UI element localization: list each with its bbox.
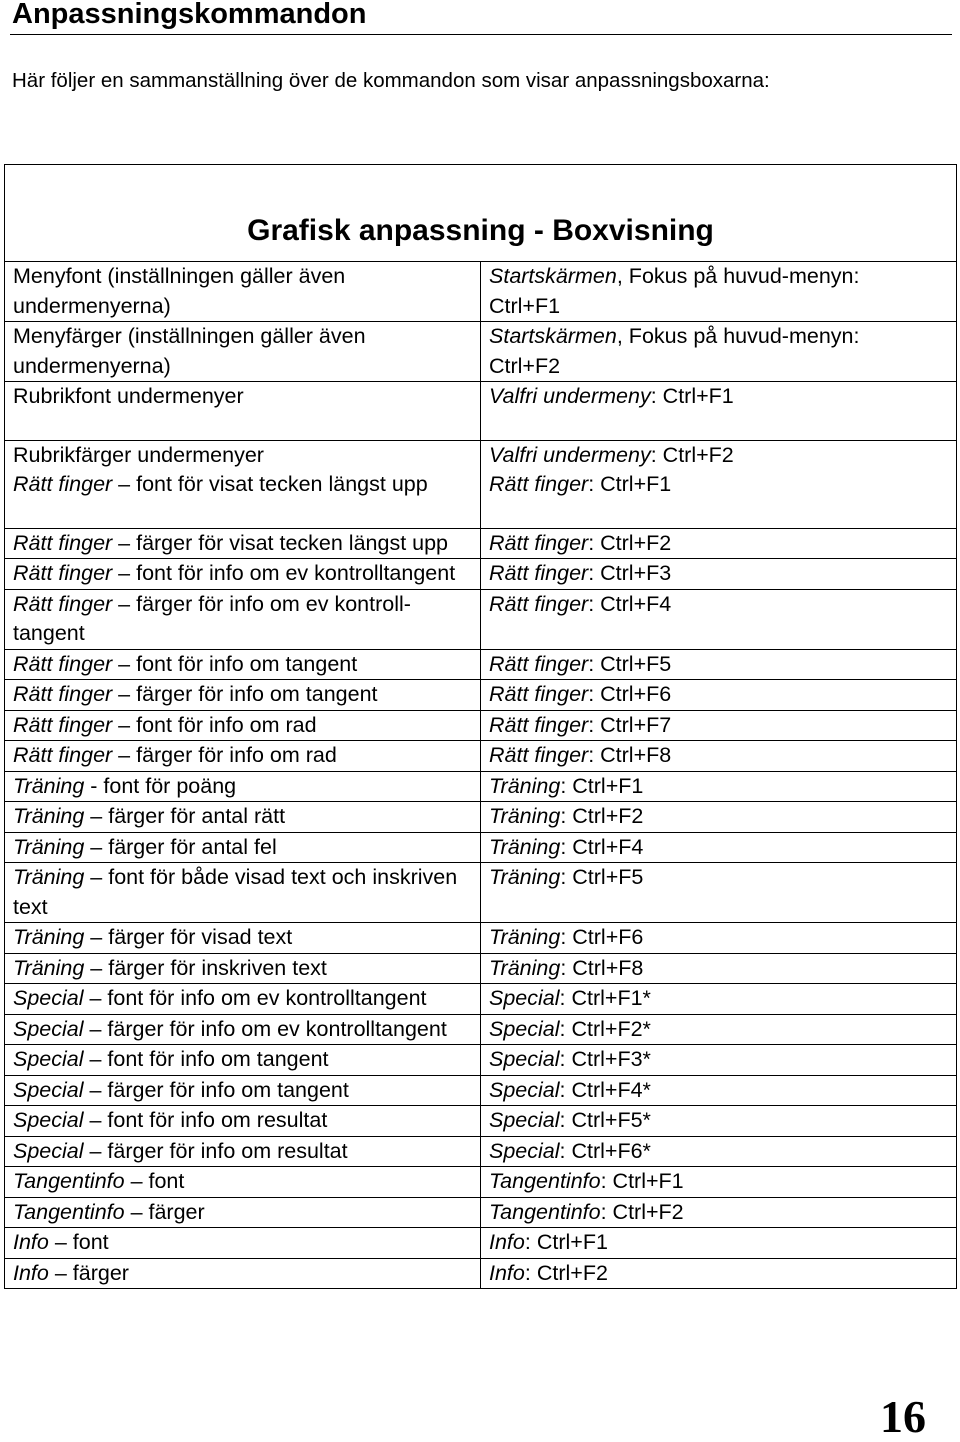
setting-cell	[5, 649, 481, 680]
context-label: Startskärmen	[489, 324, 617, 348]
shortcut-cell	[481, 863, 957, 923]
cell-text: : Ctrl+F5	[588, 651, 672, 676]
cell-text: text	[13, 894, 48, 919]
setting-cell	[5, 1014, 481, 1045]
context-label: Träning	[489, 925, 561, 949]
setting-cell	[5, 1136, 481, 1167]
context-label: Rätt finger	[489, 682, 589, 706]
table-row	[5, 559, 957, 590]
cell-text: – font	[124, 1169, 185, 1193]
cell-text: Menyfont (inställningen gäller även undermenyerna)	[13, 264, 346, 318]
context-label: Special	[489, 1138, 560, 1163]
context-label: Rätt finger	[13, 712, 113, 737]
cell-text: : Ctrl+F3	[588, 561, 672, 585]
shortcut-cell	[481, 832, 957, 863]
shortcut-cell	[481, 953, 957, 984]
command-table	[4, 164, 957, 1289]
cell-text: : Ctrl+F2	[560, 804, 644, 828]
context-label: Rätt finger	[13, 743, 113, 767]
setting-cell	[5, 262, 481, 322]
context-label: Special	[489, 986, 560, 1010]
table-row	[5, 741, 957, 772]
table-row	[5, 1136, 957, 1167]
table-row	[5, 1075, 957, 1106]
shortcut-cell	[481, 984, 957, 1015]
context-label: Träning	[13, 865, 85, 889]
shortcut-cell	[481, 322, 957, 382]
cell-text: : Ctrl+F3*	[559, 1047, 651, 1071]
cell-text: – färger för info om resultat	[83, 1138, 348, 1163]
cell-spacer	[489, 412, 956, 440]
context-label: Special	[13, 986, 84, 1010]
context-label: Valfri undermeny	[489, 442, 651, 467]
cell-text: : Ctrl+F6*	[559, 1138, 651, 1163]
context-label: Info	[13, 1230, 49, 1254]
context-label: Info	[13, 1260, 49, 1285]
context-label: Tangentinfo	[13, 1199, 125, 1224]
shortcut-cell	[481, 1258, 957, 1289]
cell-text: – font för både visad text och inskriven	[84, 865, 458, 889]
cell-text: , Fokus på huvud-menyn:	[616, 264, 860, 288]
shortcut-cell	[481, 1167, 957, 1198]
setting-cell	[5, 1045, 481, 1076]
context-label: Träning	[13, 925, 85, 949]
cell-text: - font för poäng	[84, 773, 237, 798]
setting-cell	[5, 559, 481, 590]
context-label: Rätt finger	[489, 743, 589, 767]
cell-text: – font för info om tangent	[112, 651, 358, 676]
context-label: Träning	[13, 804, 85, 828]
cell-text: – font för info om tangent	[83, 1047, 329, 1071]
setting-cell	[5, 1106, 481, 1137]
context-label: Rätt finger	[489, 530, 589, 555]
cell-text: – font för info om ev kontrolltangent	[83, 986, 427, 1010]
shortcut-cell	[481, 649, 957, 680]
cell-text: – färger	[124, 1199, 205, 1224]
cell-text: – färger för inskriven text	[84, 955, 327, 980]
table-row	[5, 1014, 957, 1045]
cell-text: – font för visat tecken längst upp	[112, 472, 428, 496]
cell-text: – font för info om ev kontrolltangent	[112, 561, 456, 585]
context-label: Special	[489, 1077, 560, 1102]
cell-text: – färger för info om tangent	[112, 682, 378, 706]
table-row	[5, 953, 957, 984]
context-label: Rätt finger	[13, 682, 113, 706]
context-label: Rätt finger	[489, 651, 589, 676]
setting-cell	[5, 802, 481, 833]
context-label: Träning	[13, 834, 85, 859]
context-label: Träning	[489, 804, 561, 828]
cell-text: Ctrl+F2	[489, 353, 561, 378]
context-label: Special	[489, 1016, 560, 1041]
table-row	[5, 680, 957, 711]
cell-text: : Ctrl+F6	[560, 925, 644, 949]
table-row	[5, 832, 957, 863]
context-label: Rätt finger	[13, 561, 113, 585]
table-row	[5, 1045, 957, 1076]
shortcut-cell	[481, 440, 957, 528]
shortcut-cell	[481, 1014, 957, 1045]
cell-text: – font för info om resultat	[83, 1108, 328, 1132]
setting-cell	[5, 741, 481, 772]
shortcut-cell	[481, 680, 957, 711]
cell-text: – färger för info om tangent	[83, 1077, 349, 1102]
cell-text: : Ctrl+F4	[588, 591, 672, 616]
cell-text: , Fokus på huvud-menyn:	[616, 324, 860, 348]
cell-text: : Ctrl+F8	[560, 955, 644, 980]
context-label: Special	[489, 1108, 560, 1132]
shortcut-cell	[481, 802, 957, 833]
setting-cell	[5, 589, 481, 649]
context-label: Träning	[13, 773, 85, 798]
cell-text: – färger för info om ev kontroll-	[112, 591, 411, 616]
setting-cell	[5, 322, 481, 382]
setting-cell	[5, 1258, 481, 1289]
setting-cell	[5, 923, 481, 954]
setting-cell	[5, 953, 481, 984]
table-row	[5, 863, 957, 923]
setting-cell	[5, 984, 481, 1015]
shortcut-cell	[481, 528, 957, 559]
cell-text: : Ctrl+F1	[588, 472, 672, 496]
context-label: Tangentinfo	[489, 1199, 601, 1224]
table-row	[5, 1106, 957, 1137]
context-label: Special	[13, 1077, 84, 1102]
setting-cell	[5, 1228, 481, 1259]
cell-text: – färger	[48, 1260, 129, 1285]
table-row	[5, 649, 957, 680]
shortcut-cell	[481, 559, 957, 590]
setting-cell	[5, 440, 481, 528]
setting-cell	[5, 832, 481, 863]
cell-text: : Ctrl+F1	[600, 1169, 684, 1193]
setting-cell	[5, 771, 481, 802]
cell-text: : Ctrl+F1	[560, 773, 644, 798]
cell-text: : Ctrl+F2*	[559, 1016, 651, 1041]
cell-text: : Ctrl+F2	[588, 530, 672, 555]
intro-text: Här följer en sammanställning över de kommandon som visar anpassningsboxarna:	[12, 69, 770, 92]
cell-text: : Ctrl+F7	[588, 712, 672, 737]
context-label: Startskärmen	[489, 264, 617, 288]
context-label: Valfri undermeny	[489, 384, 651, 408]
cell-spacer	[489, 500, 956, 528]
setting-cell	[5, 1197, 481, 1228]
shortcut-cell	[481, 1197, 957, 1228]
shortcut-cell	[481, 1136, 957, 1167]
shortcut-cell	[481, 1075, 957, 1106]
cell-text: : Ctrl+F8	[588, 743, 672, 767]
context-label: Tangentinfo	[13, 1169, 125, 1193]
shortcut-cell	[481, 382, 957, 441]
cell-text: : Ctrl+F2	[650, 442, 734, 467]
cell-text: : Ctrl+F5*	[559, 1108, 651, 1132]
cell-spacer	[13, 500, 480, 528]
table-row	[5, 440, 957, 528]
setting-cell	[5, 528, 481, 559]
cell-text: – färger för visad text	[84, 925, 293, 949]
table-row	[5, 382, 957, 441]
table-row	[5, 1228, 957, 1259]
context-label: Träning	[489, 865, 561, 889]
cell-text: – font	[48, 1230, 109, 1254]
cell-text: : Ctrl+F5	[560, 865, 644, 889]
context-label: Träning	[489, 773, 561, 798]
shortcut-cell	[481, 923, 957, 954]
table-row	[5, 802, 957, 833]
cell-text: : Ctrl+F4*	[559, 1077, 651, 1102]
setting-cell	[5, 1167, 481, 1198]
shortcut-cell	[481, 741, 957, 772]
shortcut-cell	[481, 1106, 957, 1137]
cell-text: – font för info om rad	[112, 712, 317, 737]
table-row	[5, 710, 957, 741]
context-label: Special	[13, 1108, 84, 1132]
table-row	[5, 771, 957, 802]
cell-spacer	[13, 412, 480, 440]
cell-text: Menyfärger (inställningen gäller även undermenyerna)	[13, 324, 366, 378]
cell-text: : Ctrl+F1	[650, 384, 734, 408]
heading-rule	[10, 34, 952, 35]
shortcut-cell	[481, 1045, 957, 1076]
context-label: Träning	[489, 955, 561, 980]
cell-text: : Ctrl+F2	[524, 1260, 608, 1285]
cell-text: Ctrl+F1	[489, 293, 561, 318]
table-row	[5, 984, 957, 1015]
context-label: Rätt finger	[489, 591, 589, 616]
setting-cell	[5, 710, 481, 741]
table-row	[5, 322, 957, 382]
page-heading: Anpassningskommandon	[12, 0, 367, 30]
context-label: Träning	[489, 834, 561, 859]
cell-text: : Ctrl+F4	[560, 834, 644, 859]
context-label: Rätt finger	[13, 472, 113, 496]
table-row	[5, 528, 957, 559]
table-row	[5, 262, 957, 322]
shortcut-cell	[481, 262, 957, 322]
context-label: Special	[13, 1016, 84, 1041]
context-label: Rätt finger	[489, 561, 589, 585]
cell-text: : Ctrl+F2	[600, 1199, 684, 1224]
context-label: Info	[489, 1260, 525, 1285]
shortcut-cell	[481, 1228, 957, 1259]
context-label: Rätt finger	[13, 651, 113, 676]
cell-text: – färger för antal rätt	[84, 804, 286, 828]
cell-text: Rubrikfont undermenyer	[13, 384, 244, 408]
shortcut-cell	[481, 771, 957, 802]
context-label: Tangentinfo	[489, 1169, 601, 1193]
setting-cell	[5, 382, 481, 441]
table-row	[5, 589, 957, 649]
table-row	[5, 1167, 957, 1198]
cell-text: Rubrikfärger undermenyer	[13, 442, 264, 467]
shortcut-cell	[481, 710, 957, 741]
table-row	[5, 1197, 957, 1228]
context-label: Special	[13, 1047, 84, 1071]
cell-text: – färger för visat tecken längst upp	[112, 530, 449, 555]
context-label: Rätt finger	[13, 591, 113, 616]
setting-cell	[5, 863, 481, 923]
context-label: Träning	[13, 955, 85, 980]
shortcut-cell	[481, 589, 957, 649]
cell-text: – färger för info om rad	[112, 743, 337, 767]
page-number: 16	[880, 1391, 926, 1442]
setting-cell	[5, 1075, 481, 1106]
cell-text: : Ctrl+F1*	[559, 986, 651, 1010]
cell-text: – färger för info om ev kontrolltangent	[83, 1016, 447, 1041]
context-label: Rätt finger	[489, 472, 589, 496]
table-row	[5, 1258, 957, 1289]
cell-text: tangent	[13, 621, 85, 645]
context-label: Special	[489, 1047, 560, 1071]
cell-text: : Ctrl+F6	[588, 682, 672, 706]
cell-text: : Ctrl+F1	[524, 1230, 608, 1254]
table-title: Grafisk anpassning - Boxvisning	[5, 165, 957, 262]
cell-text: – färger för antal fel	[84, 834, 277, 859]
setting-cell	[5, 680, 481, 711]
context-label: Special	[13, 1138, 84, 1163]
context-label: Rätt finger	[13, 530, 113, 555]
context-label: Rätt finger	[489, 712, 589, 737]
table-row	[5, 923, 957, 954]
context-label: Info	[489, 1230, 525, 1254]
